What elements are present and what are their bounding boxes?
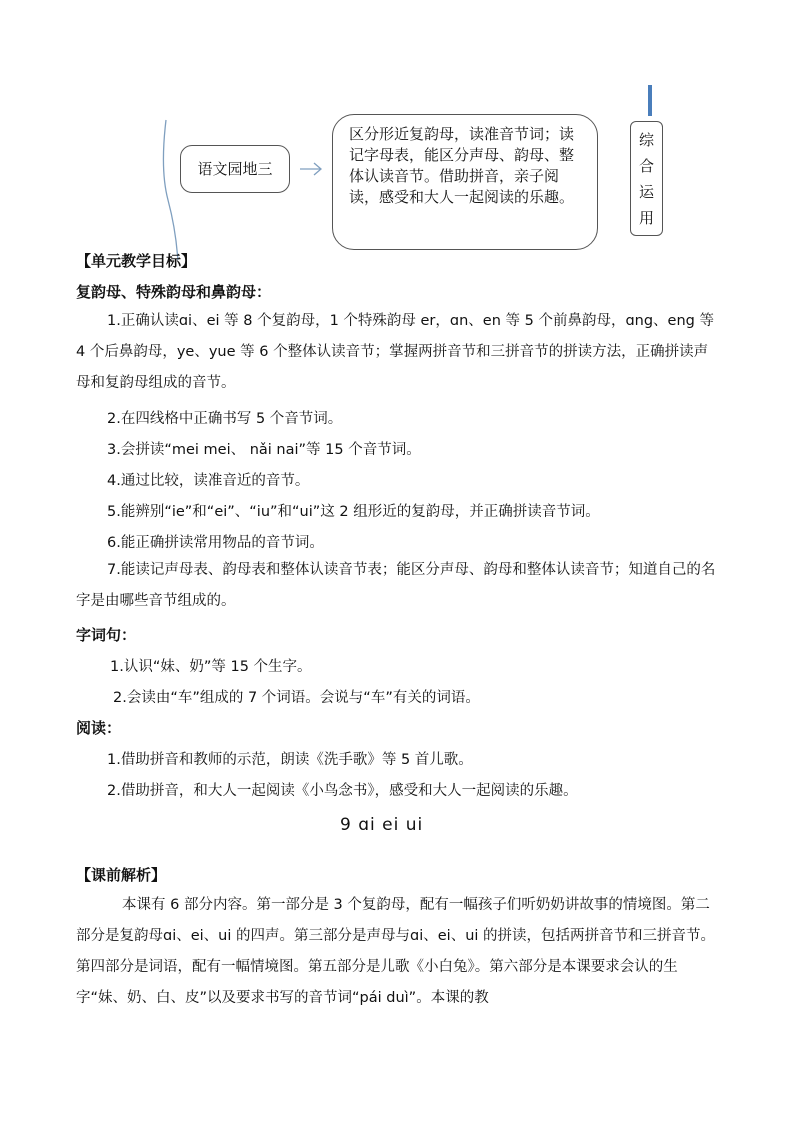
diagram-left-box (180, 145, 290, 193)
finals-item-2: 2.在四线格中正确书写 5 个音节词。 (107, 411, 343, 427)
bracket-curve (163, 120, 178, 260)
right-box-char: 用 (638, 208, 654, 227)
middle-box-text: 区分形近复韵母，读准音节词；读记字母表，能区分声母、韵母、整体认读音节。借助拼音，亲子阅读，感受和大人一起阅读的乐趣。 (349, 125, 575, 206)
words-item-1: 1.认识“妹、奶”等 15 个生字。 (110, 659, 312, 675)
analysis-text: 本课有 6 部分内容。第一部分是 3 个复韵母，配有一幅孩子们听奶奶讲故事的情境图。第二部分是复韵母ɑi、ei、ui 的四声。第三部分是声母与ɑi、ei、ui 的拼读，包括两拼音节和三拼音节。第四部分是词语，配有一幅情境图。第五部分是儿歌《小白兔》。第六部分是本课要求会认的生字“妹、奶、白、皮”以及要求书写的音节词“pái duì”。本课的教 (76, 897, 716, 1006)
finals-heading: 复韵母、特殊韵母和鼻韵母： (76, 283, 272, 301)
unit-goals-heading: 【单元教学目标】 (76, 252, 197, 270)
finals-item-6: 6.能正确拼读常用物品的音节词。 (107, 535, 324, 551)
right-box-char: 合 (638, 156, 654, 175)
finals-item-1: 1.正确认读ɑi、ei 等 8 个复韵母，1 个特殊韵母 er，ɑn、en 等 5 个前鼻韵母，ɑng、eng 等 4 个后鼻韵母，ye、yue 等 6 个整体认读音节；掌握两拼音节和三拼音节的拼读方法，正确拼读声母和复韵母组成的音节。 (76, 313, 714, 391)
reading-item-2: 2.借助拼音，和大人一起阅读《小鸟念书》，感受和大人一起阅读的乐趣。 (107, 783, 578, 799)
diagram-middle-box (332, 114, 598, 250)
words-heading: 字词句： (76, 626, 137, 644)
finals-item-7: 7.能读记声母表、韵母表和整体认读音节表；能区分声母、韵母和整体认读音节；知道自己的名字是由哪些音节组成的。 (76, 562, 716, 609)
finals-item-3: 3.会拼读“mei mei、 nǎi nai”等 15 个音节词。 (107, 442, 421, 458)
reading-item-1: 1.借助拼音和教师的示范，朗读《洗手歌》等 5 首儿歌。 (107, 752, 473, 768)
diagram-right-box (630, 121, 663, 236)
words-item-2: 2.会读由“车”组成的 7 个词语。会说与“车”有关的词语。 (113, 690, 480, 706)
finals-item-5: 5.能辨别“ie”和“ei”、“iu”和“ui”这 2 组形近的复韵母，并正确拼读音节词。 (107, 504, 600, 520)
left-box-label: 语文园地三 (197, 159, 273, 178)
right-box-char: 运 (638, 182, 654, 201)
finals-item-4: 4.通过比较，读准音近的音节。 (107, 473, 310, 489)
right-box-char: 综 (638, 130, 654, 149)
reading-heading: 阅读： (76, 719, 122, 737)
analysis-heading: 【课前解析】 (76, 866, 167, 884)
lesson-title: 9 ɑi ei ui (340, 815, 424, 835)
